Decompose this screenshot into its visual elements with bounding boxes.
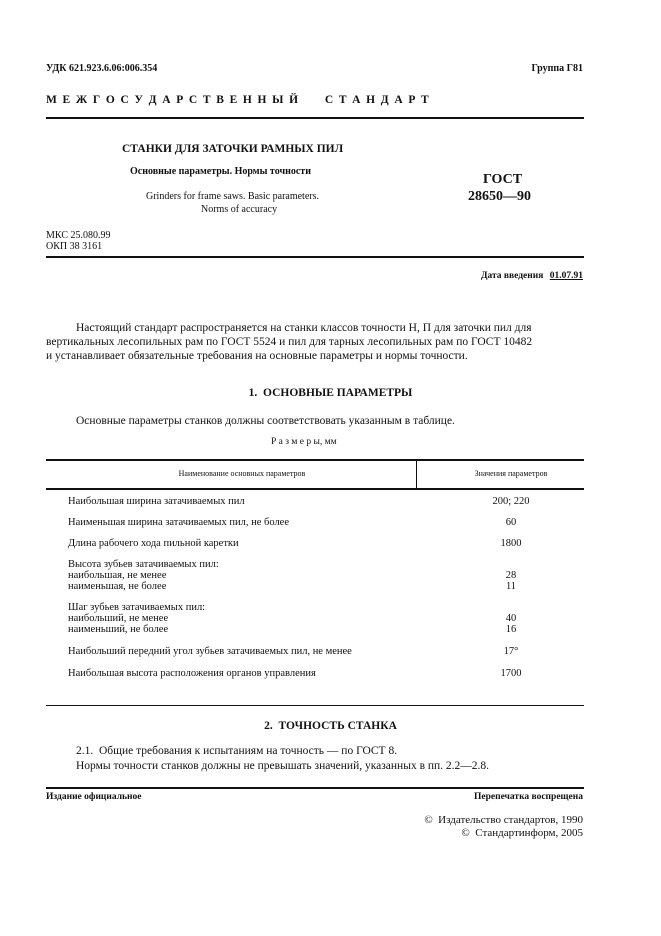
mks-code: МКС 25.080.99 <box>46 230 111 241</box>
param-value: 1800 <box>500 538 522 549</box>
param-name: Высота зубьев затачиваемых пил: <box>68 559 219 570</box>
param-value: 40 <box>505 613 517 624</box>
table-row <box>46 487 584 507</box>
title-en-line1: Grinders for frame saws. Basic parameters. <box>146 191 319 202</box>
copyright-1: © Издательство стандартов, 1990 <box>424 814 583 826</box>
param-sub-name: наибольший, не менее <box>68 613 169 624</box>
title-rule <box>46 256 584 258</box>
param-name: Длина рабочего хода пильной каретки <box>68 538 239 549</box>
intro-line-1: Настоящий стандарт распространяется на станки классов точности Н, П для заточки пил для <box>76 322 532 334</box>
param-value: 28 <box>505 570 517 581</box>
table-row <box>46 635 584 657</box>
param-value: 200; 220 <box>492 496 530 507</box>
param-sub-name: наибольшая, не менее <box>68 570 167 581</box>
param-sub-name: наименьший, не более <box>68 624 169 635</box>
intro-line-2: вертикальных лесопильных рам по ГОСТ 5524 и пил для тарных лесопильных рам по ГОСТ 10482 <box>46 336 533 348</box>
table-row <box>46 657 584 679</box>
intro-line-3: и устанавливает обязательные требования на основные параметры и нормы точности. <box>46 350 468 362</box>
param-name: Наименьшая ширина затачиваемых пил, не более <box>68 517 290 528</box>
table-row <box>46 528 584 549</box>
param-name: Наибольшая высота расположения органов управления <box>68 668 316 679</box>
table-row <box>46 592 584 635</box>
param-sub-name: наименьшая, не более <box>68 581 167 592</box>
title-ru: СТАНКИ ДЛЯ ЗАТОЧКИ РАМНЫХ ПИЛ <box>122 143 344 155</box>
okp-code: ОКП 38 3161 <box>46 241 103 252</box>
section2-heading: 2. ТОЧНОСТЬ СТАНКА <box>264 720 397 732</box>
reprint-prohibited: Перепечатка воспрещена <box>473 792 583 802</box>
intro-date <box>481 271 583 281</box>
gost-label: ГОСТ <box>483 172 523 187</box>
section2-line-1: 2.1. Общие требования к испытаниям на точность — по ГОСТ 8. <box>76 745 398 757</box>
param-name: Наибольшая ширина затачиваемых пил <box>68 496 245 507</box>
col-header-name: Наименование основных параметров <box>178 468 306 478</box>
table-row <box>46 549 584 592</box>
copyright-2: © Стандартинформ, 2005 <box>461 827 583 839</box>
param-value: 60 <box>505 517 517 528</box>
intro-date-value: 01.07.91 <box>549 271 583 281</box>
param-value: 11 <box>505 581 517 592</box>
group-code: Группа Г81 <box>531 63 583 74</box>
title-en-line2: Norms of accuracy <box>201 204 278 215</box>
udk-code: УДК 621.923.6.06:006.354 <box>46 63 158 74</box>
gost-number: 28650—90 <box>468 189 531 204</box>
param-name: Шаг зубьев затачиваемых пил: <box>68 602 206 613</box>
param-value: 1700 <box>500 668 522 679</box>
param-name: Наибольший передний угол зубьев затачиваемых пил, не менее <box>68 646 352 657</box>
table-units: Р а з м е р ы, мм <box>271 437 337 447</box>
subtitle-ru: Основные параметры. Нормы точности <box>130 166 311 177</box>
official-edition: Издание официальное <box>46 792 142 802</box>
col-header-value: Значения параметров <box>474 468 548 478</box>
table-row <box>46 507 584 528</box>
intro-date-label: Дата введения <box>480 271 544 281</box>
interstate-standard-banner: М Е Ж Г О С У Д А Р С Т В Е Н Н Ы Й С Т А Н Д А Р Т <box>46 94 430 106</box>
section1-heading: 1. ОСНОВНЫЕ ПАРАМЕТРЫ <box>248 387 413 399</box>
footer-rule <box>46 787 584 789</box>
param-value: 16 <box>505 624 517 635</box>
table-bottom-rule <box>46 705 584 706</box>
header-rule <box>46 117 584 119</box>
parameters-table <box>46 459 584 679</box>
section1-text: Основные параметры станков должны соответствовать указанным в таблице. <box>76 415 455 427</box>
section2-line-2: Нормы точности станков должны не превышать значений, указанных в пп. 2.2—2.8. <box>76 760 490 772</box>
param-value: 17° <box>503 646 519 657</box>
